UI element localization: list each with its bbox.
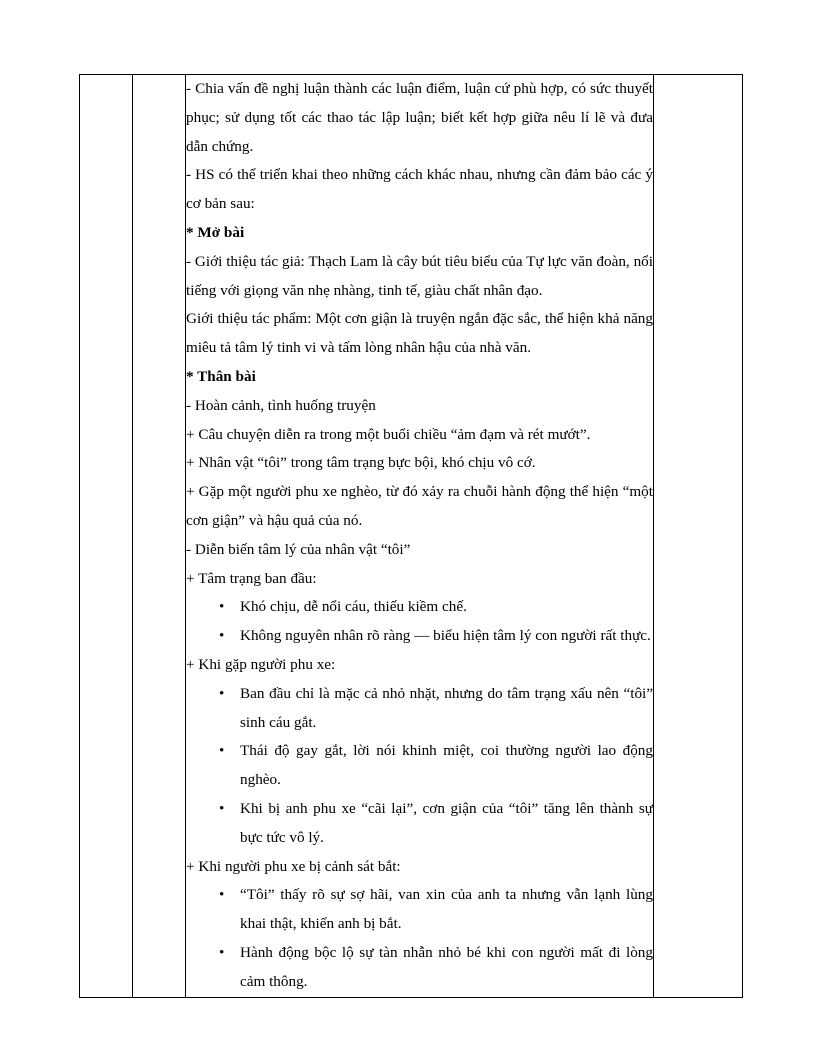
list-item xyxy=(186,622,653,651)
bullet-list xyxy=(186,680,653,853)
content-paragraph: - HS có thể triển khai theo những cách khác nhau, nhưng cần đảm bảo các ý cơ bản sau: xyxy=(186,166,653,213)
list-item xyxy=(186,680,653,738)
bullet-point-icon: • xyxy=(219,627,225,645)
cell-score xyxy=(654,75,743,998)
list-item xyxy=(186,737,653,795)
content-paragraph: + Khi gặp người phu xe: xyxy=(186,655,336,673)
cell-answer-content xyxy=(186,75,654,998)
cell-criteria-label xyxy=(133,75,186,998)
list-item xyxy=(186,795,653,853)
section-heading: * Mở bài xyxy=(186,223,245,241)
content-paragraph: - Hoàn cảnh, tình huống truyện xyxy=(186,396,376,414)
content-paragraph: + Câu chuyện diễn ra trong một buổi chiều “ảm đạm và rét mướt”. xyxy=(186,425,591,443)
content-paragraph: - Giới thiệu tác giả: Thạch Lam là cây bút tiêu biểu của Tự lực văn đoàn, nổi tiếng với giọng văn nhẹ nhàng, tinh tế, giàu chất nhân đạo. xyxy=(186,252,653,299)
list-item-text: Thái độ gay gắt, lời nói khinh miệt, coi thường người lao động nghèo. xyxy=(240,742,653,789)
content-paragraph: + Tâm trạng ban đầu: xyxy=(186,569,317,587)
bullet-point-icon: • xyxy=(219,742,225,760)
cell-criteria-code xyxy=(80,75,133,998)
content-paragraph: - Diễn biến tâm lý của nhân vật “tôi” xyxy=(186,540,411,558)
content-paragraph: Giới thiệu tác phẩm: Một cơn giận là truyện ngắn đặc sắc, thể hiện khả năng miêu tả tâm lý tinh vi và tấm lòng nhân hậu của nhà văn. xyxy=(186,310,653,357)
list-item-text: Khó chịu, dễ nổi cáu, thiếu kiềm chế. xyxy=(240,598,467,616)
content-paragraph: - Chia vấn đề nghị luận thành các luận điểm, luận cứ phù hợp, có sức thuyết phục; sử dụng tốt các thao tác lập luận; biết kết hợp giữa nêu lí lẽ và đưa dẫn chứng. xyxy=(186,80,653,155)
answer-key-table xyxy=(79,74,743,998)
bullet-list xyxy=(186,593,653,651)
answer-content-body xyxy=(186,75,653,997)
bullet-point-icon: • xyxy=(219,943,225,961)
list-item xyxy=(186,593,653,622)
bullet-point-icon: • xyxy=(219,799,225,817)
content-paragraph: + Khi người phu xe bị cảnh sát bắt: xyxy=(186,857,401,875)
bullet-point-icon: • xyxy=(219,886,225,904)
table-row xyxy=(80,75,743,998)
content-paragraph: + Nhân vật “tôi” trong tâm trạng bực bội, khó chịu vô cớ. xyxy=(186,454,536,472)
list-item-text: Không nguyên nhân rõ ràng — biểu hiện tâm lý con người rất thực. xyxy=(240,627,651,645)
bullet-point-icon: • xyxy=(219,598,225,616)
content-paragraph: + Gặp một người phu xe nghèo, từ đó xảy ra chuỗi hành động thể hiện “một cơn giận” và hậu quả của nó. xyxy=(186,483,653,529)
list-item xyxy=(186,881,653,939)
section-heading: * Thân bài xyxy=(186,367,256,385)
bullet-list xyxy=(186,881,653,996)
list-item-text: Ban đầu chỉ là mặc cả nhỏ nhặt, nhưng do tâm trạng xấu nên “tôi” sinh cáu gắt. xyxy=(240,684,653,731)
list-item-text: Hành động bộc lộ sự tàn nhẫn nhỏ bé khi con người mất đi lòng cảm thông. xyxy=(240,943,653,990)
list-item-text: “Tôi” thấy rõ sự sợ hãi, van xin của anh ta nhưng vẫn lạnh lùng khai thật, khiến anh bị bắt. xyxy=(240,886,653,933)
list-item-text: Khi bị anh phu xe “cãi lại”, cơn giận của “tôi” tăng lên thành sự bực tức vô lý. xyxy=(240,799,653,846)
list-item xyxy=(186,939,653,997)
bullet-point-icon: • xyxy=(219,684,225,702)
